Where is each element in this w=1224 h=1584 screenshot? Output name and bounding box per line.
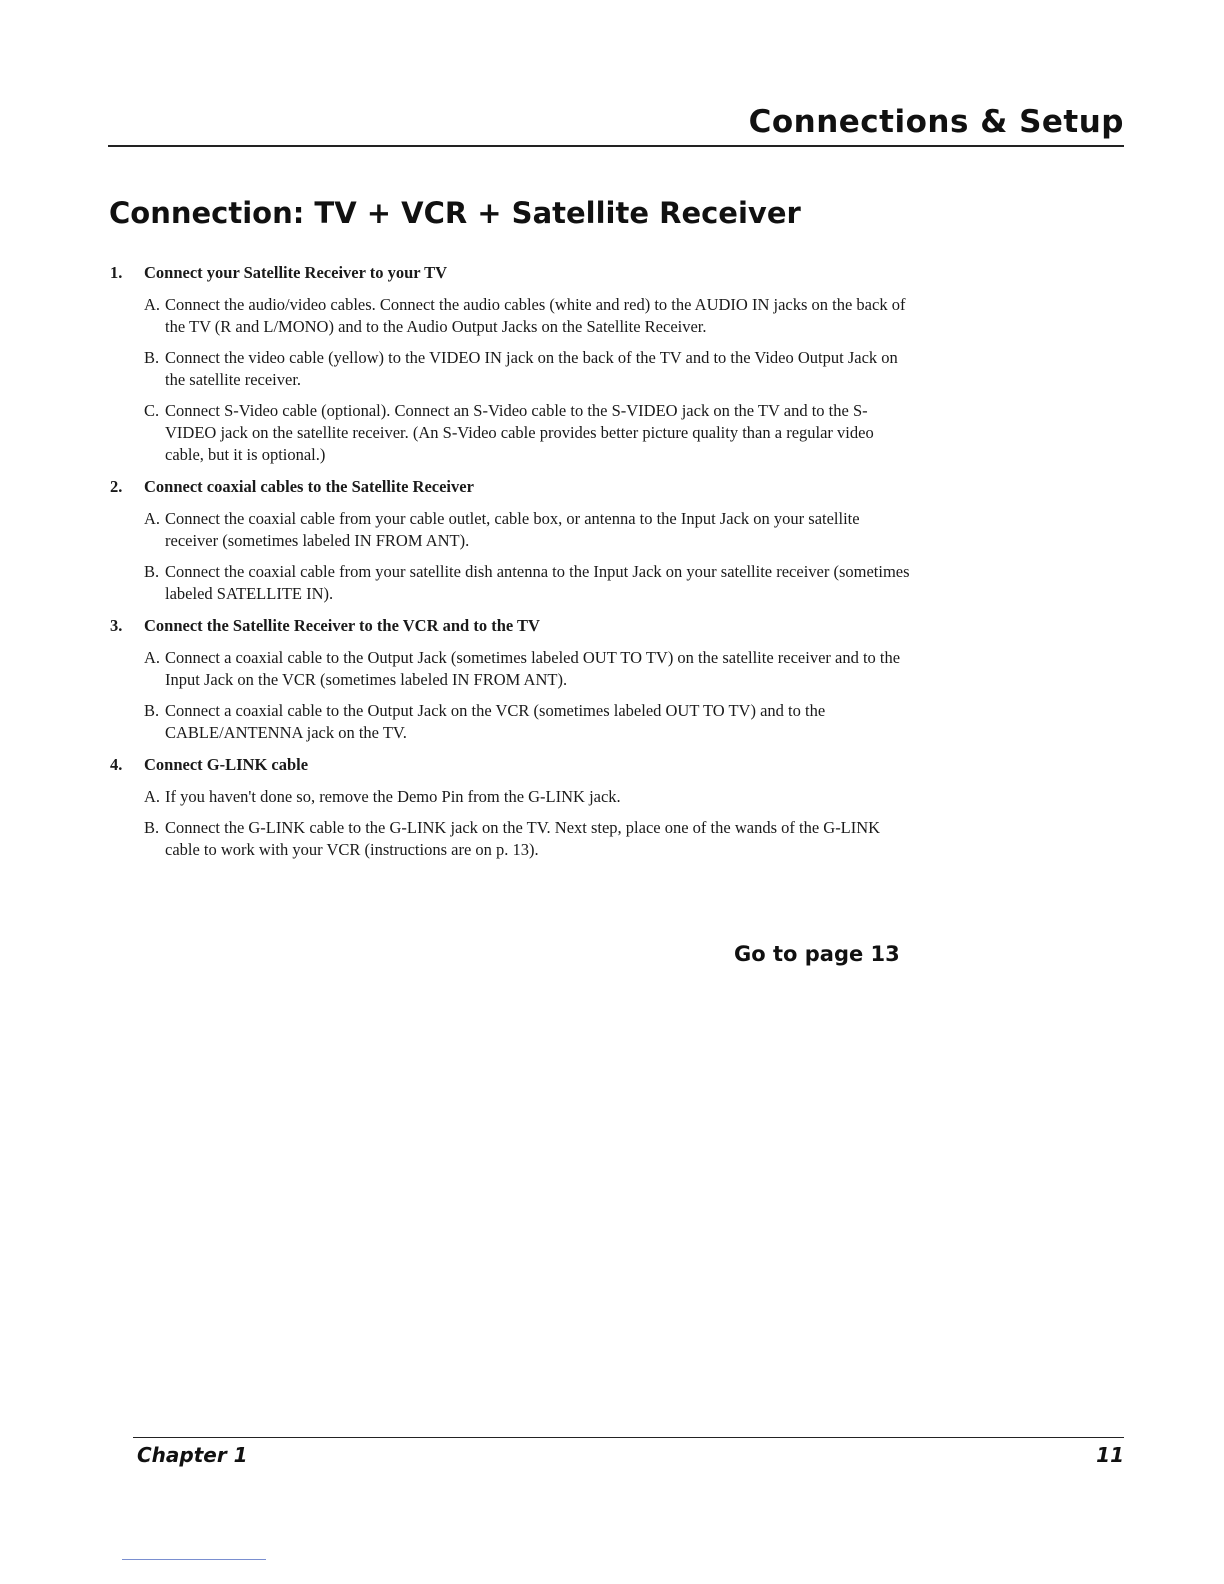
step-number: 2. (110, 477, 123, 496)
substep-text: Connect the video cable (yellow) to the VIDEO IN jack on the back of the TV and to the Video Output Jack on the satellite receiver. (165, 348, 898, 389)
substep-letter: B. (144, 562, 160, 581)
substep-text: Connect the G-LINK cable to the G-LINK jack on the TV. Next step, place one of the wands of the G-LINK cable to work with your VCR (instructions are on p. 13). (165, 818, 881, 859)
substep-letter: B. (144, 818, 160, 837)
substep (110, 294, 910, 338)
substep-letter: B. (144, 701, 160, 720)
footer-divider (133, 1437, 1124, 1438)
substep (110, 647, 910, 691)
substep-text: Connect S-Video cable (optional). Connect an S-Video cable to the S-VIDEO jack on the TV and to the S-VIDEO jack on the satellite receiver. (An S-Video cable provides better picture quality than a regular video cable, but it is optional.) (165, 401, 874, 464)
step-heading (110, 476, 910, 498)
substep (110, 700, 910, 744)
step-title: Connect the Satellite Receiver to the VCR and to the TV (144, 616, 540, 635)
footer-page-number: 11 (1096, 1443, 1124, 1467)
step-number: 4. (110, 755, 123, 774)
substep-text: Connect the audio/video cables. Connect the audio cables (white and red) to the AUDIO IN jacks on the back of the TV (R and L/MONO) and to the Audio Output Jacks on the Satellite Receiver. (165, 295, 906, 336)
header-divider (108, 145, 1124, 147)
substep-text: If you haven't done so, remove the Demo Pin from the G-LINK jack. (165, 787, 621, 806)
substep (110, 400, 910, 466)
substep-letter: A. (144, 295, 161, 314)
footer-chapter-label: Chapter 1 (137, 1443, 248, 1467)
substep-letter: A. (144, 509, 161, 528)
substep (110, 561, 910, 605)
step-heading (110, 262, 910, 284)
page-title: Connection: TV + VCR + Satellite Receiver (109, 196, 801, 230)
step-4 (110, 754, 910, 861)
step-number: 1. (110, 263, 123, 282)
go-to-page-link[interactable]: Go to page 13 (734, 942, 900, 966)
substep-text: Connect the coaxial cable from your cable outlet, cable box, or antenna to the Input Jack on your satellite receiver (sometimes labeled IN FROM ANT). (165, 509, 860, 550)
substep-letter: B. (144, 348, 160, 367)
step-title: Connect your Satellite Receiver to your TV (144, 263, 448, 282)
step-title: Connect G-LINK cable (144, 755, 309, 774)
step-heading (110, 615, 910, 637)
substep (110, 817, 910, 861)
substep-text: Connect a coaxial cable to the Output Jack (sometimes labeled OUT TO TV) on the satellite receiver and to the Input Jack on the VCR (sometimes labeled IN FROM ANT). (165, 648, 901, 689)
substep-letter: C. (144, 401, 160, 420)
section-header: Connections & Setup (748, 104, 1124, 140)
scan-underline-mark (122, 1559, 266, 1560)
step-1 (110, 262, 910, 466)
step-3 (110, 615, 910, 744)
substep-letter: A. (144, 787, 161, 806)
substep (110, 347, 910, 391)
substep-text: Connect a coaxial cable to the Output Jack on the VCR (sometimes labeled OUT TO TV) and to the CABLE/ANTENNA jack on the TV. (165, 701, 826, 742)
substep (110, 508, 910, 552)
steps-list (110, 262, 910, 871)
step-title: Connect coaxial cables to the Satellite Receiver (144, 477, 474, 496)
step-number: 3. (110, 616, 123, 635)
substep-text: Connect the coaxial cable from your satellite dish antenna to the Input Jack on your satellite receiver (sometimes labeled SATELLITE IN). (165, 562, 910, 603)
substep-letter: A. (144, 648, 161, 667)
step-2 (110, 476, 910, 605)
step-heading (110, 754, 910, 776)
substep (110, 786, 910, 808)
